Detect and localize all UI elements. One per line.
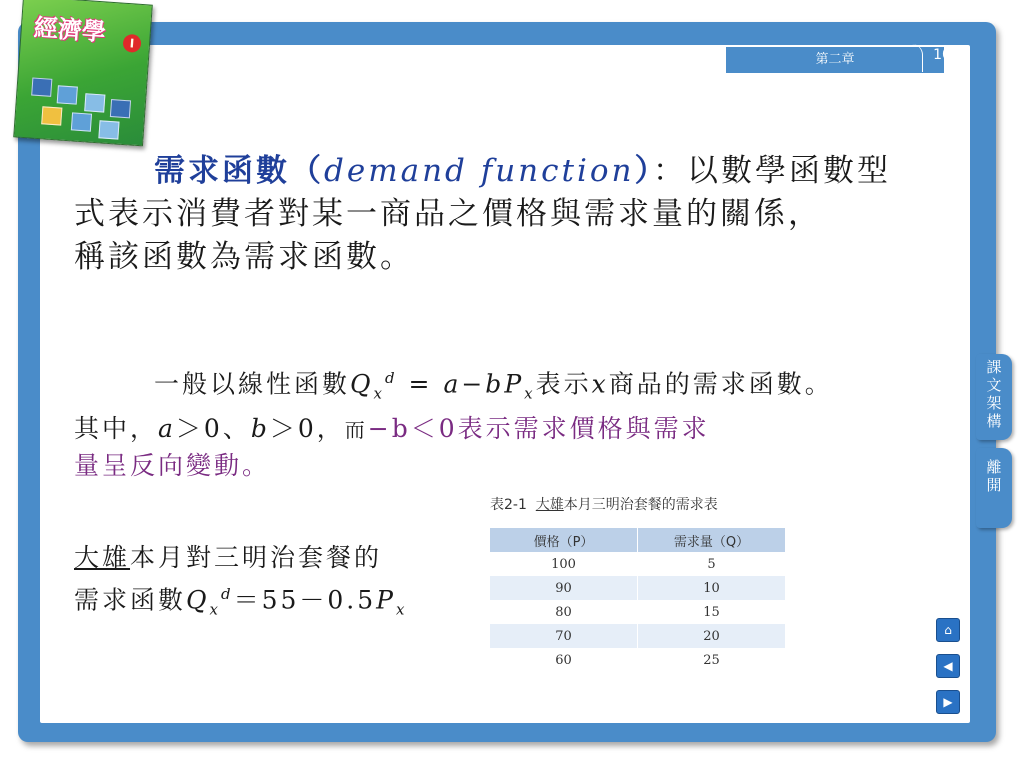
var-a: a — [158, 414, 176, 444]
caption-name: 大雄 — [535, 497, 564, 513]
cover-tile — [84, 93, 105, 112]
var-P: P — [504, 369, 525, 399]
paren-close: ） — [634, 153, 653, 189]
var-b: b — [485, 369, 505, 399]
cell-quantity: 25 — [638, 648, 786, 672]
book-cover-image — [13, 0, 153, 146]
page-number: 10 — [933, 47, 951, 63]
example-rhs: ＝55－0.5 — [233, 585, 377, 615]
book-volume-badge: I — [122, 34, 141, 53]
cell-price: 60 — [490, 648, 638, 672]
header-quantity: 需求量（Q） — [638, 528, 786, 552]
cover-tile — [41, 106, 62, 125]
cover-tile — [110, 99, 131, 118]
minus: − — [461, 369, 486, 399]
definition-line3: 稱該函數為需求函數。 — [74, 239, 414, 275]
sub-x: x — [524, 384, 536, 403]
cell-price: 80 — [490, 600, 638, 624]
home-button[interactable] — [936, 618, 960, 642]
example-line2-lead: 需求函數 — [74, 585, 187, 615]
cell-price: 90 — [490, 576, 638, 600]
var-Q: Q — [350, 369, 374, 399]
cell-quantity: 15 — [638, 600, 786, 624]
arrow-right-icon: ▶ — [943, 695, 953, 709]
var-P: P — [376, 585, 396, 615]
header-price: 價格（P） — [490, 528, 638, 552]
cell-quantity: 10 — [638, 576, 786, 600]
cover-tile — [98, 120, 119, 139]
sup-d: d — [220, 585, 234, 603]
var-Q: Q — [186, 585, 210, 615]
definition-paragraph — [74, 150, 1004, 279]
cell-quantity: 5 — [638, 552, 786, 576]
example-name: 大雄 — [74, 543, 131, 572]
general-tail2: 商品的需求函數。 — [608, 369, 833, 399]
next-button[interactable] — [936, 690, 960, 714]
table-row — [490, 552, 786, 576]
var-a: a — [443, 369, 462, 399]
cover-tile — [57, 85, 78, 104]
general-tail: 表示 — [535, 369, 592, 399]
sub-x: x — [209, 600, 221, 619]
cover-tile — [31, 77, 52, 96]
table-row — [490, 624, 786, 648]
cover-tile — [71, 112, 92, 131]
table-caption — [490, 494, 718, 514]
sup-d: d — [384, 369, 398, 387]
table-row — [490, 648, 786, 672]
gt-zero-a: ＞0、 — [175, 414, 251, 444]
paren-open: （ — [290, 153, 324, 189]
caption-prefix: 表2-1 — [490, 497, 527, 513]
exit-label: 離開 — [986, 458, 1002, 494]
lesson-structure-button[interactable] — [976, 354, 1012, 440]
demand-table — [490, 528, 786, 672]
previous-button[interactable] — [936, 654, 960, 678]
table-header-row — [490, 528, 786, 552]
equals: = — [397, 369, 444, 399]
chapter-label: 第二章 — [726, 47, 944, 73]
purple-note: −b＜0表示需求價格與需求 — [367, 414, 710, 444]
gt-zero-b: ＞0， — [269, 414, 345, 444]
cell-price: 70 — [490, 624, 638, 648]
conjunction: 而 — [344, 418, 368, 443]
line2-start: 其中， — [74, 414, 159, 444]
general-line3: 量呈反向變動。 — [74, 451, 271, 481]
caption-rest: 本月三明治套餐的需求表 — [563, 497, 718, 513]
table-row — [490, 600, 786, 624]
cell-quantity: 20 — [638, 624, 786, 648]
example-line1: 本月對三明治套餐的 — [130, 543, 383, 572]
var-b: b — [250, 414, 270, 444]
table-row — [490, 576, 786, 600]
exit-button[interactable] — [976, 448, 1012, 528]
general-lead: 一般以線性函數 — [154, 369, 351, 399]
home-icon: ⌂ — [944, 623, 952, 637]
lesson-structure-label: 課文架構 — [986, 358, 1002, 430]
cell-price: 100 — [490, 552, 638, 576]
example-paragraph — [74, 540, 407, 627]
sub-x: x — [396, 600, 408, 619]
definition-term: 需求函數 — [154, 153, 290, 189]
sub-x: x — [373, 384, 385, 403]
definition-line1: ：以數學函數型 — [653, 153, 891, 189]
arrow-left-icon: ◀ — [943, 659, 953, 673]
book-title: 經濟學 — [32, 12, 107, 47]
definition-term-en: demand function — [324, 153, 635, 189]
definition-line2: 式表示消費者對某一商品之價格與需求量的關係， — [74, 196, 822, 232]
general-paragraph — [74, 360, 954, 484]
var-x: x — [591, 369, 609, 399]
